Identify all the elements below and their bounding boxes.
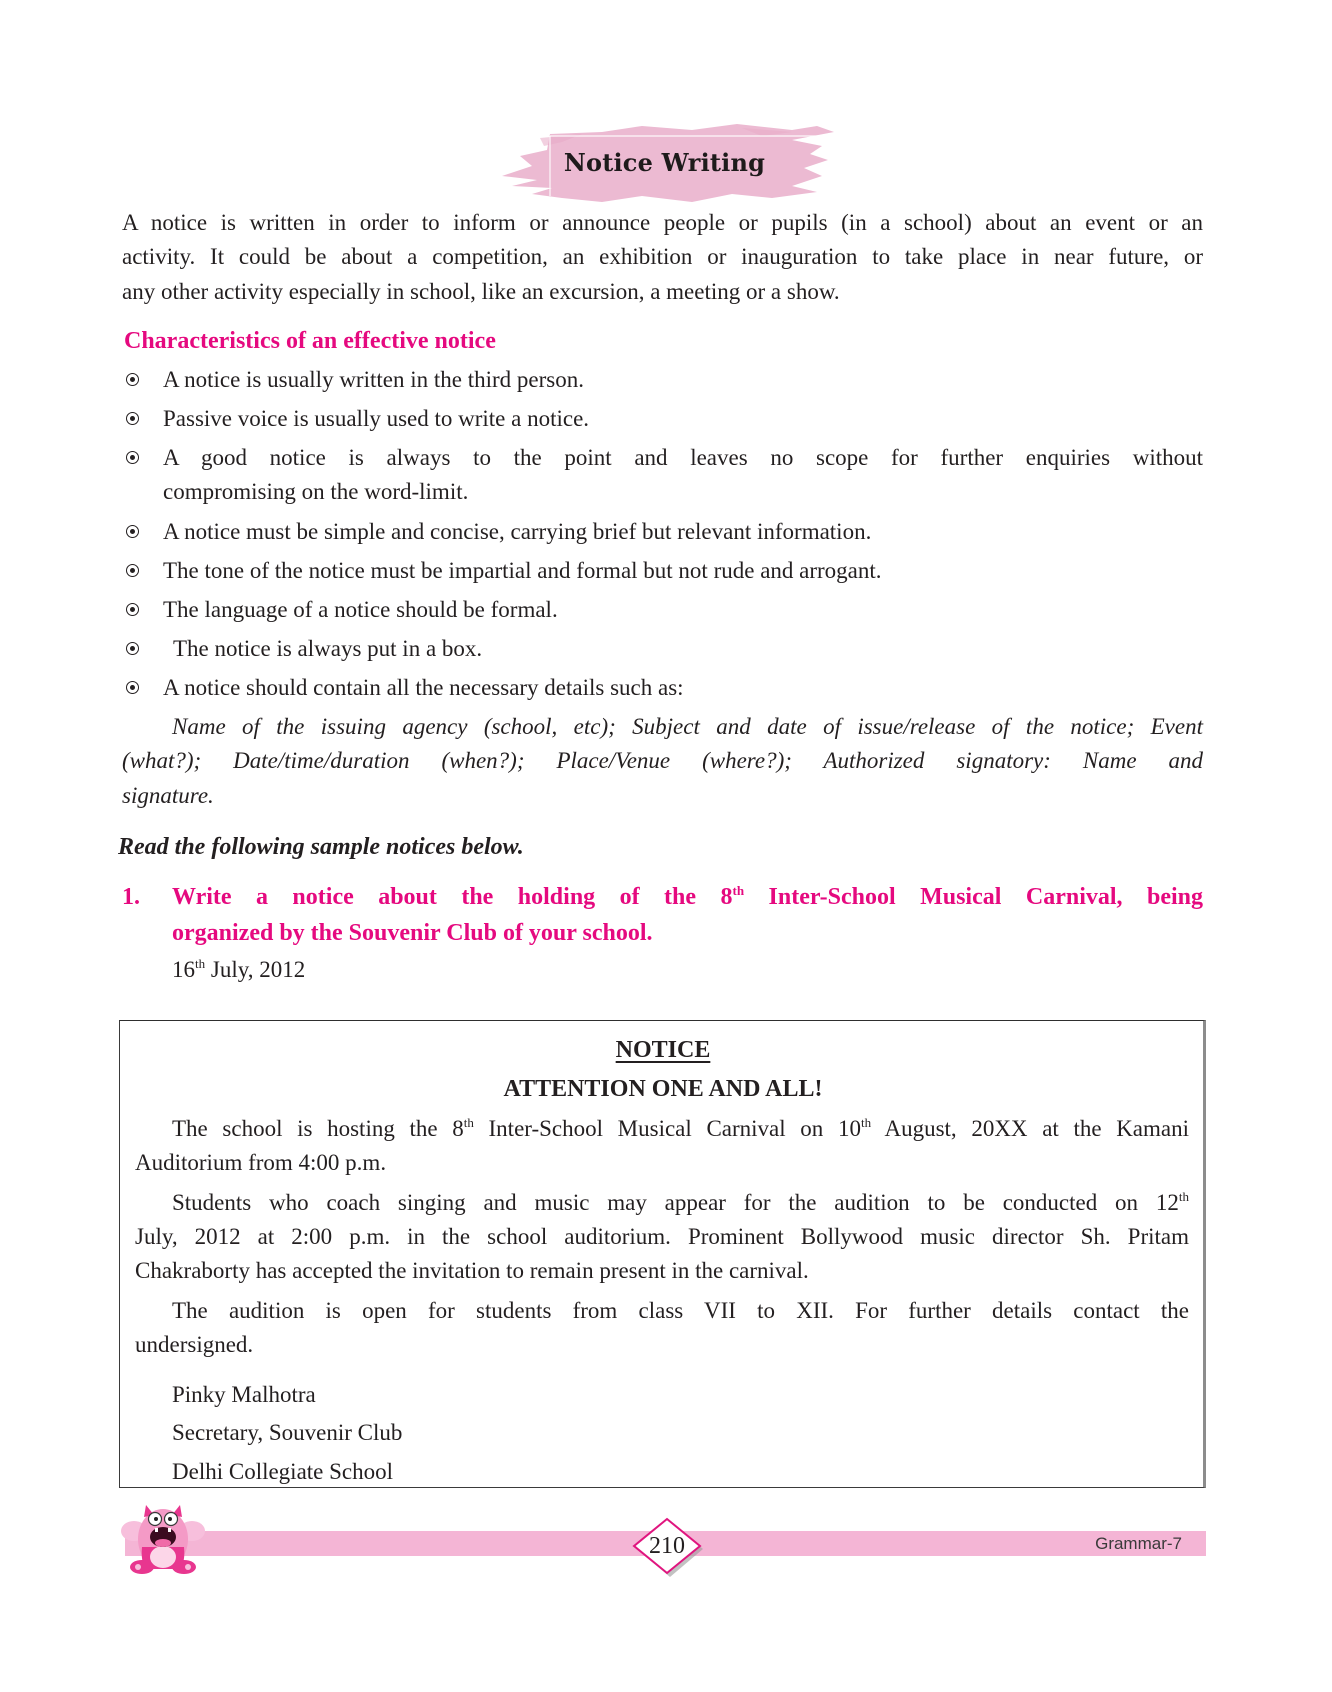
circled-dot-bullet-icon [126, 564, 139, 577]
characteristic-item: A good notice is always to the point and leaves no scope for further enquiries without [163, 445, 1203, 470]
question-text: Inter-School Musical Carnival, being [744, 884, 1203, 910]
details-line: signature. [122, 783, 214, 808]
page-number: 210 [649, 1533, 685, 1559]
notice-text: August, 20XX at the Kamani [871, 1116, 1189, 1141]
details-line: Name of the issuing agency (school, etc); Subject and date of issue/release of the notice; Event [172, 714, 1203, 739]
characteristic-item: Passive voice is usually used to write a notice. [163, 406, 590, 431]
circled-dot-bullet-icon [126, 412, 139, 425]
notice-text: The school is hosting the 8 [172, 1116, 464, 1141]
circled-dot-bullet-icon [126, 681, 139, 694]
question-line: organized by the Souvenir Club of your school. [172, 920, 653, 946]
notice-title-text: NOTICE [615, 1037, 711, 1063]
notice-paragraph-line [172, 1112, 1189, 1146]
ordinal-suffix: th [463, 1115, 474, 1130]
circled-dot-bullet-icon [126, 451, 139, 464]
date-rest: July, 2012 [205, 957, 306, 982]
ordinal-suffix: th [860, 1115, 872, 1130]
intro-line: any other activity especially in school, like an excursion, a meeting or a show. [122, 279, 840, 304]
characteristic-item: A notice must be simple and concise, carrying brief but relevant information. [163, 519, 872, 544]
question-text: Write a notice about the holding of the 8 [172, 884, 733, 910]
characteristic-item: The notice is always put in a box. [173, 636, 483, 661]
intro-line: activity. It could be about a competition, an exhibition or inauguration to take place in near future, or [122, 244, 1203, 269]
date-day: 16 [172, 957, 195, 982]
signatory-name: Pinky Malhotra [172, 1382, 316, 1407]
characteristic-item: The tone of the notice must be impartial and formal but not rude and arrogant. [163, 558, 882, 583]
notice-paragraph-line [172, 1186, 1189, 1220]
question-date [172, 953, 305, 987]
characteristics-heading: Characteristics of an effective notice [124, 328, 496, 354]
notice-paragraph-line: Chakraborty has accepted the invitation to remain present in the carnival. [135, 1258, 809, 1283]
characteristic-item: The language of a notice should be formal. [163, 597, 558, 622]
intro-line: A notice is written in order to inform or announce people or pupils (in a school) about an event or an [122, 210, 1203, 235]
question-line [172, 880, 1203, 914]
signatory-organization: Delhi Collegiate School [172, 1459, 394, 1484]
characteristic-item-continuation: compromising on the word-limit. [163, 479, 469, 504]
details-line: (what?); Date/time/duration (when?); Place/Venue (where?); Authorized signatory: Name and [122, 748, 1203, 773]
ordinal-suffix: th [1178, 1189, 1189, 1204]
sample-notices-heading: Read the following sample notices below. [118, 834, 524, 860]
ordinal-suffix: th [195, 956, 206, 971]
characteristic-item: A notice is usually written in the third person. [163, 367, 584, 392]
book-label: Grammar-7 [1095, 1534, 1182, 1553]
pink-monster-mascot-icon [120, 1497, 206, 1575]
notice-text: Inter-School Musical Carnival on 10 [473, 1116, 861, 1141]
circled-dot-bullet-icon [126, 373, 139, 386]
notice-title [119, 1033, 1207, 1067]
notice-paragraph-line: July, 2012 at 2:00 p.m. in the school auditorium. Prominent Bollywood music director Sh. Pritam [135, 1224, 1189, 1249]
page-title: Notice Writing [563, 148, 766, 177]
signatory-designation: Secretary, Souvenir Club [172, 1420, 403, 1445]
notice-paragraph-line: undersigned. [135, 1332, 254, 1357]
notice-paragraph-line: Auditorium from 4:00 p.m. [135, 1150, 387, 1175]
characteristic-item: A notice should contain all the necessary details such as: [163, 675, 684, 700]
circled-dot-bullet-icon [126, 642, 139, 655]
circled-dot-bullet-icon [126, 603, 139, 616]
notice-text: Students who coach singing and music may appear for the audition to be conducted on 12 [172, 1190, 1179, 1215]
ordinal-suffix: th [732, 883, 745, 898]
notice-paragraph-line: The audition is open for students from class VII to XII. For further details contact the [172, 1298, 1189, 1323]
question-number: 1. [122, 884, 140, 910]
circled-dot-bullet-icon [126, 525, 139, 538]
title-banner [492, 116, 837, 208]
notice-subtitle: ATTENTION ONE AND ALL! [503, 1076, 823, 1102]
